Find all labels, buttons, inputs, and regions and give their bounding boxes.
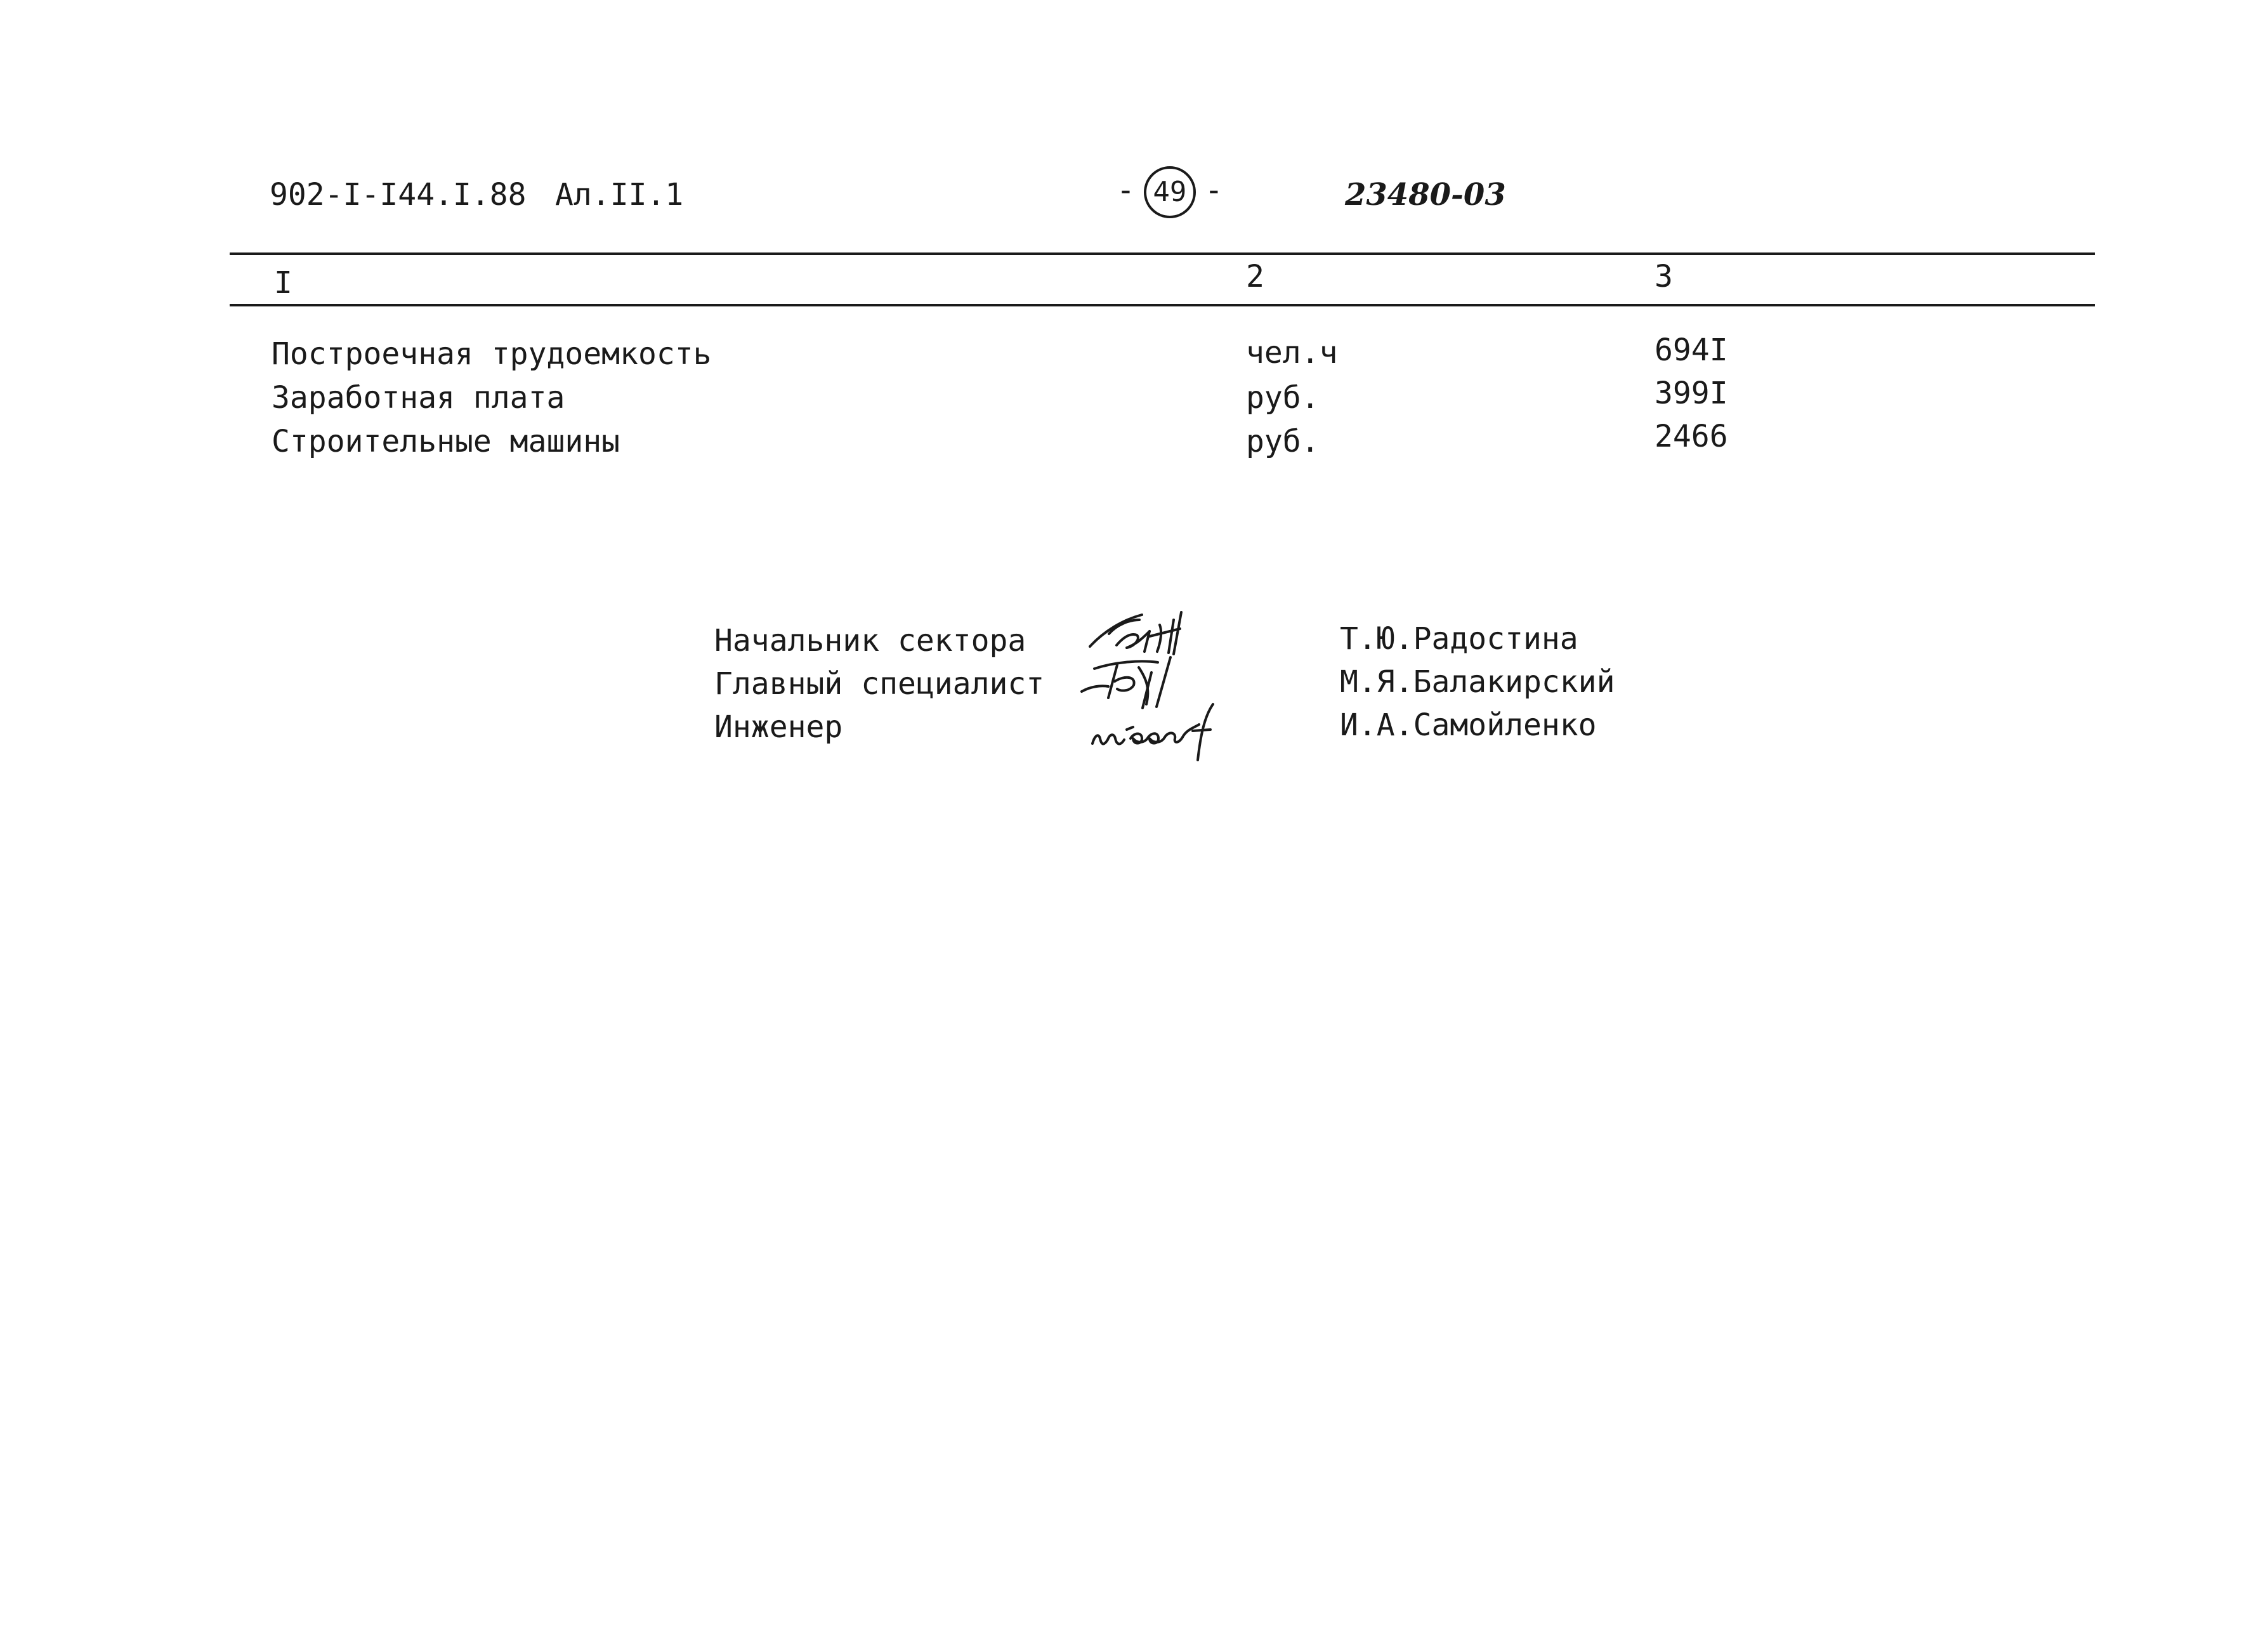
table-header-rule: [230, 304, 2095, 306]
row-value: 399I: [1655, 376, 1728, 411]
row-unit: чел.ч: [1246, 335, 1338, 371]
signatory-name: И.А.Самойленко: [1340, 707, 1597, 743]
signatory-name: М.Я.Балакирский: [1340, 664, 1615, 700]
inventory-number: 23480-03: [1345, 177, 1506, 213]
row-name: Заработная плата: [272, 380, 565, 416]
column-header-2: 2: [1246, 259, 1264, 294]
signature-1: [1078, 606, 1199, 660]
dash-right: -: [1204, 173, 1223, 208]
signatory-position: Начальник сектора: [714, 623, 1026, 659]
signatory-position: Главный специалист: [714, 666, 1045, 702]
row-unit: руб.: [1246, 380, 1320, 416]
page-number: [1117, 166, 1223, 218]
signatory-name: Т.Ю.Радостина: [1340, 621, 1578, 657]
signatory-position: Инженер: [714, 709, 843, 745]
album-number: Ал.II.1: [555, 177, 684, 213]
dash-left: -: [1117, 173, 1135, 208]
column-header-1: I: [274, 265, 292, 301]
document-code: 902-I-I44.I.88: [270, 177, 527, 213]
row-value: 694I: [1655, 332, 1728, 368]
signature-3: [1086, 699, 1245, 763]
column-header-3: 3: [1655, 259, 1673, 294]
table-top-rule: [230, 252, 2095, 255]
row-value: 2466: [1655, 419, 1728, 454]
row-unit: руб.: [1246, 424, 1320, 459]
page-number-circle: 49: [1144, 166, 1196, 218]
row-name: Строительные машины: [272, 424, 620, 459]
row-name: Построечная трудоемкость: [272, 336, 712, 372]
